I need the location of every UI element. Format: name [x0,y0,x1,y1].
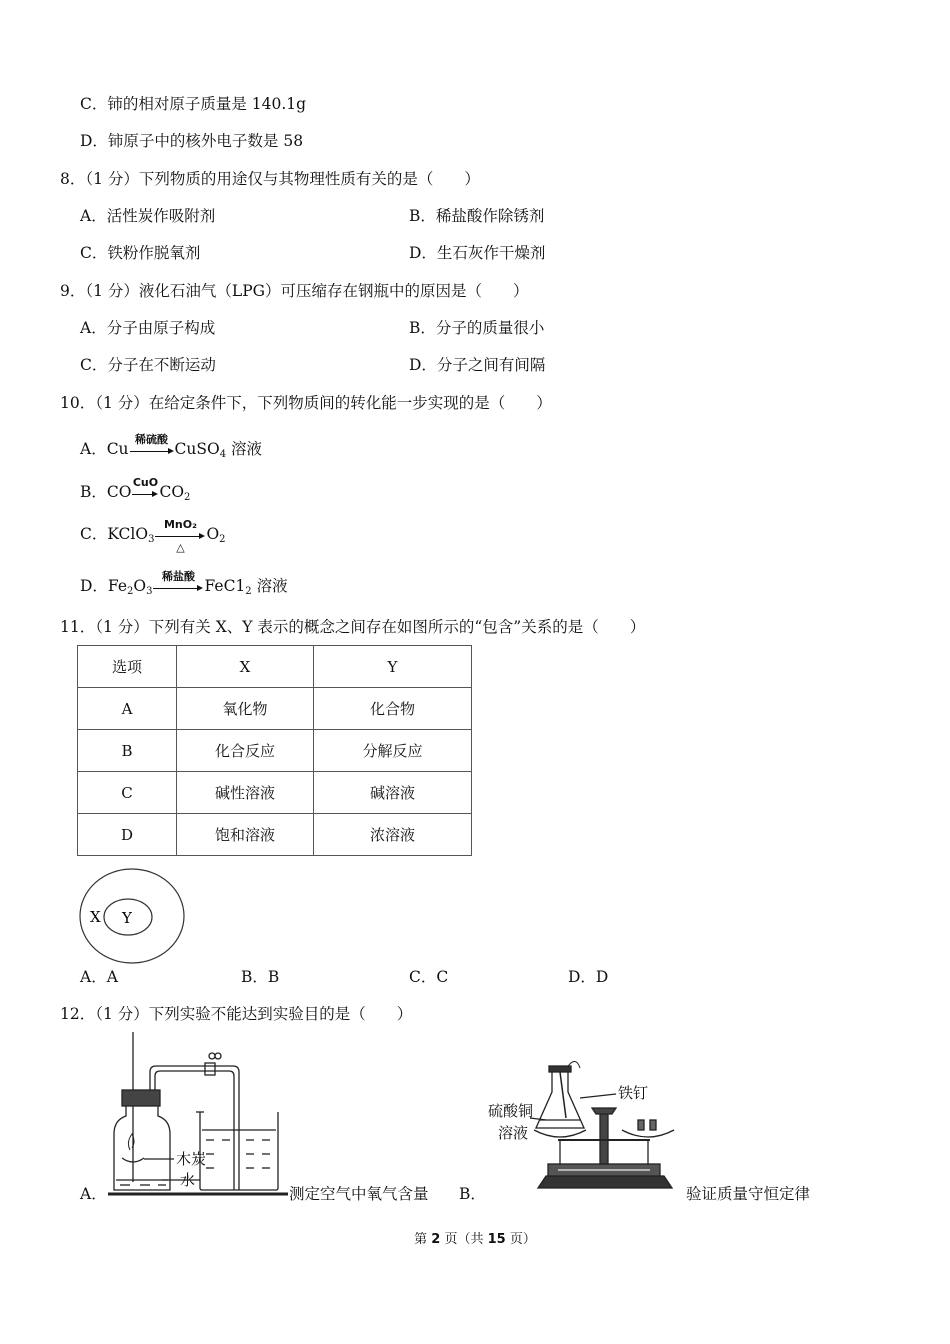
q10-c-product-sub: 2 [219,534,226,545]
q10-d-condition: 稀盐酸 [161,570,195,583]
label-solution: 溶液 [498,1124,529,1142]
table-header-row [78,646,472,688]
table-cell: 化合物 [314,688,472,730]
q10-d-reactant: D．Fe [80,577,128,595]
reaction-arrow-icon [130,433,174,457]
q12-b-caption: 验证质量守恒定律 [686,1185,811,1203]
q10-d-mid: O [133,577,147,595]
table-cell: 碱溶液 [314,772,472,814]
diagram-label-x: X [90,908,101,926]
page-footer [0,1228,950,1247]
q10-option-b [80,476,191,508]
q10-a-product: CuSO [174,440,220,458]
q10-d-suffix: 溶液 [251,577,288,595]
reaction-arrow-icon [153,570,203,594]
q10-a-product-sub: 4 [219,449,227,460]
q11-option-a: A．A [80,968,118,986]
label-copper-sulfate: 硫酸铜 [488,1102,534,1120]
q12-a-caption: 测定空气中氧气含量 [289,1185,429,1203]
q10-b-condition: CuO [132,476,159,489]
q10-a-suffix: 溶液 [226,440,263,458]
q10-option-c [80,518,226,554]
footer-post: 页） [505,1232,536,1247]
table-cell: C [78,772,177,814]
q10-b-product-sub: 2 [184,492,191,503]
table-cell: D [78,814,177,856]
q10-c-reactant-sub: 3 [148,534,155,545]
table-cell: 饱和溶液 [177,814,314,856]
table-row [78,730,472,772]
q8-option-b: B．稀盐酸作除锈剂 [409,207,545,225]
q9-option-a: A．分子由原子构成 [80,319,216,337]
q11-option-c: C．C [409,968,449,986]
footer-mid: 页（共 [440,1232,488,1247]
table-cell: 分解反应 [314,730,472,772]
diagram-label-y: Y [122,909,132,927]
q10-d-product: FeC1 [204,577,246,595]
q9-stem: 9．（1 分）液化石油气（LPG）可压缩存在钢瓶中的原因是（ ） [60,282,529,300]
footer-pre: 第 [414,1232,432,1247]
table-header: Y [314,646,472,688]
mass-conservation-balance-figure [488,1058,683,1200]
q10-a-reactant: A．Cu [80,440,129,458]
q10-option-a [80,433,263,465]
q12-option-a-label: A． [80,1185,107,1203]
q10-c-reactant: C．KClO [80,525,149,543]
table-cell: B [78,730,177,772]
table-row [78,688,472,730]
q12-stem: 12．（1 分）下列实验不能达到实验目的是（ ） [60,1005,413,1023]
q8-option-a: A．活性炭作吸附剂 [80,207,216,225]
table-row [78,772,472,814]
table-cell: 碱性溶液 [177,772,314,814]
reaction-arrow-icon [132,476,159,500]
q10-a-condition: 稀硫酸 [135,433,169,446]
q8-option-d: D．生石灰作干燥剂 [409,244,546,262]
table-row [78,814,472,856]
reaction-arrow-icon [155,518,205,554]
table-header: X [177,646,314,688]
inclusion-diagram [78,866,188,966]
q10-option-d [80,570,288,602]
table-cell: 浓溶液 [314,814,472,856]
q8-option-c: C．铁粉作脱氧剂 [80,244,201,262]
q10-c-heat: △ [176,541,185,554]
q10-d-sub1: 2 [127,586,134,597]
q10-stem: 10．（1 分）在给定条件下，下列物质间的转化能一步实现的是（ ） [60,394,552,412]
q10-c-product: O [206,525,220,543]
q10-c-catalyst: MnO₂ [163,518,197,531]
table-cell: A [78,688,177,730]
q11-option-d: D．D [568,968,609,986]
table-cell: 化合反应 [177,730,314,772]
label-charcoal: 木炭 [176,1150,207,1168]
q12-option-b-label: B． [459,1185,486,1203]
q9-option-b: B．分子的质量很小 [409,319,545,337]
table-header: 选项 [78,646,177,688]
q10-d-product-sub: 2 [245,586,252,597]
table-cell: 氧化物 [177,688,314,730]
q10-b-product: CO [159,483,185,501]
q7-option-c: C．铈的相对原子质量是 140.1g [80,95,307,113]
q11-stem: 11．（1 分）下列有关 X、Y 表示的概念之间存在如图所示的“包含”关系的是（ ） [60,618,646,636]
q9-option-d: D．分子之间有间隔 [409,356,546,374]
q11-options-table [77,645,472,856]
label-iron-nail: 铁钉 [618,1084,649,1102]
q10-d-sub2: 3 [146,586,153,597]
q10-b-reactant: B．CO [80,483,132,501]
q11-option-b: B．B [241,968,280,986]
q9-option-c: C．分子在不断运动 [80,356,216,374]
q7-option-d: D．铈原子中的核外电子数是 58 [80,132,304,150]
page-total: 15 [487,1232,506,1247]
q8-stem: 8．（1 分）下列物质的用途仅与其物理性质有关的是（ ） [60,170,480,188]
label-water: 水 [180,1171,196,1189]
page-number: 2 [431,1232,441,1247]
oxygen-content-apparatus-figure [100,1030,290,1200]
